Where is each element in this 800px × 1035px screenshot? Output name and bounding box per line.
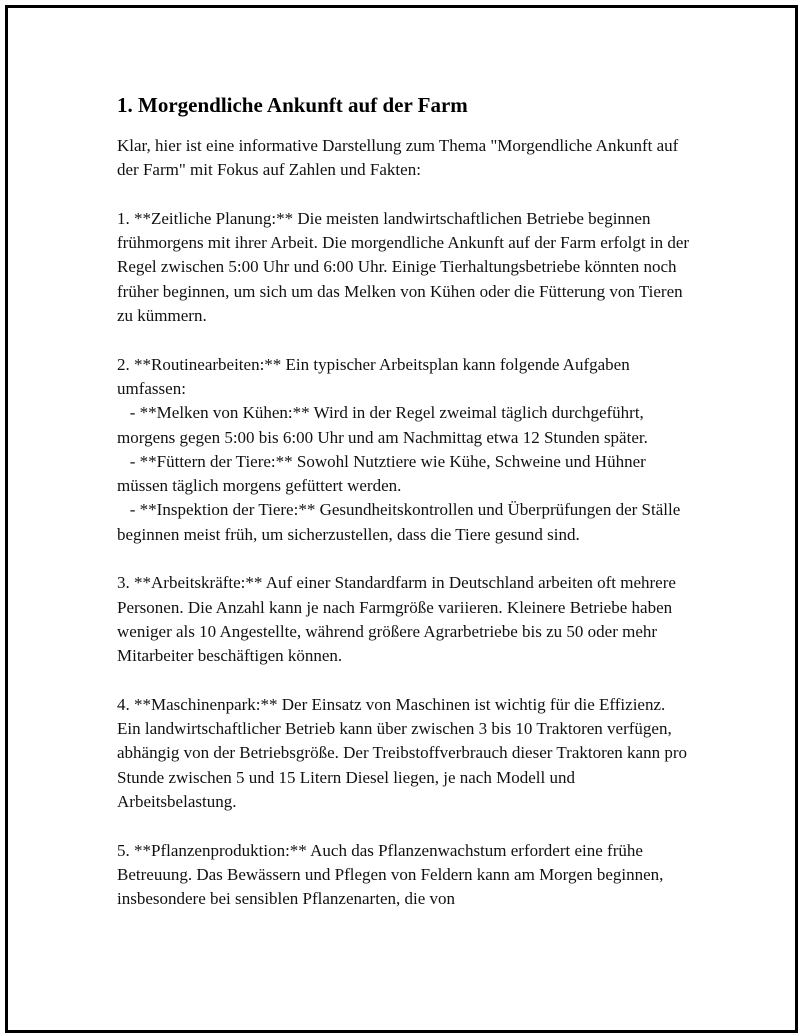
section-paragraph: 4. **Maschinenpark:** Der Einsatz von Maschinen ist wichtig für die Effizienz. Ein landwirtschaftlicher Betrieb kann über zwischen 3 bis 10 Traktoren verfügen, abhängig von der Betriebsgröße. Der Treibstoffverbrauch dieser Traktoren kann pro Stunde zwischen 5 und 15 Litern Diesel liegen, je nach Modell und Arbeitsbelastung. <box>117 694 692 812</box>
section-pflanzenproduktion <box>117 839 692 912</box>
section-routinearbeiten <box>117 353 692 547</box>
section-paragraph: 5. **Pflanzenproduktion:** Auch das Pflanzenwachstum erfordert eine frühe Betreuung. Das Bewässern und Pflegen von Feldern kann am Morgen beginnen, insbesondere bei sensiblen Pflanzenarten, die von <box>117 840 668 909</box>
document-title: 1. Morgendliche Ankunft auf der Farm <box>117 93 468 117</box>
intro-paragraph: Klar, hier ist eine informative Darstellung zum Thema "Morgendliche Ankunft auf der Farm" mit Fokus auf Zahlen und Fakten: <box>117 136 683 180</box>
document-body <box>117 90 692 912</box>
section-arbeitskraefte <box>117 571 692 668</box>
list-item: - **Füttern der Tiere:** Sowohl Nutztiere wie Kühe, Schweine und Hühner müssen täglich morgens gefüttert werden. <box>117 451 651 496</box>
section-paragraph: 2. **Routinearbeiten:** Ein typischer Arbeitsplan kann folgende Aufgaben umfassen: <box>117 354 634 398</box>
section-paragraph: 1. **Zeitliche Planung:** Die meisten landwirtschaftlichen Betriebe beginnen frühmorgens mit ihrer Arbeit. Die morgendliche Ankunft auf der Farm erfolgt in der Regel zwischen 5:00 Uhr und 6:00 Uhr. Einige Tierhaltungsbetriebe könnten noch früher beginnen, um sich um das Melken von Kühen oder die Fütterung von Tieren zu kümmern. <box>117 208 694 326</box>
list-item: - **Inspektion der Tiere:** Gesundheitskontrollen und Überprüfungen der Ställe beginnen meist früh, um sicherzustellen, dass die Tiere gesund sind. <box>117 500 685 544</box>
section-maschinenpark <box>117 693 692 814</box>
list-item: - **Melken von Kühen:** Wird in der Regel zweimal täglich durchgeführt, morgens gegen 5:00 bis 6:00 Uhr und am Nachmittag etwa 12 Stunden später. <box>117 403 649 447</box>
section-paragraph: 3. **Arbeitskräfte:** Auf einer Standardfarm in Deutschland arbeiten oft mehrere Personen. Die Anzahl kann je nach Farmgröße variieren. Kleinere Betriebe haben weniger als 10 Angestellte, während größere Agrarbetriebe bis zu 50 oder mehr Mitarbeiter beschäftigen können. <box>117 573 681 666</box>
section-zeitliche-planung <box>117 207 692 328</box>
